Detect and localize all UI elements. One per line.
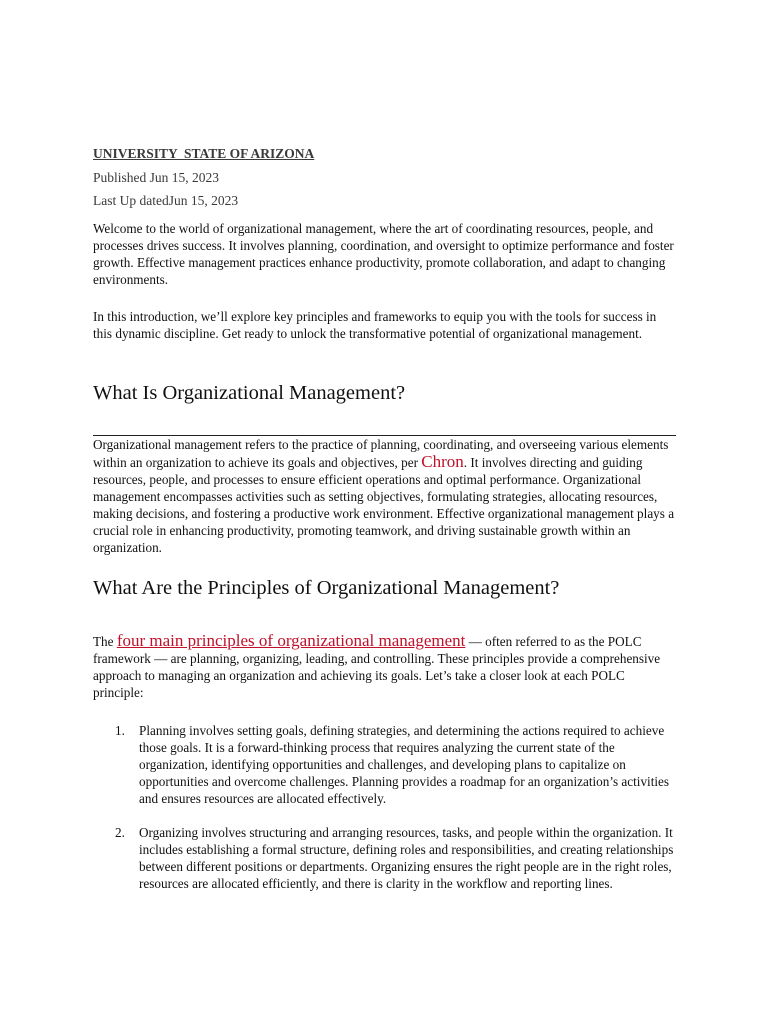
list-item-text: Organizing involves structuring and arranging resources, tasks, and people within the organization. It includes establishing a formal structure, defining roles and responsibilities, and creating relationships between different positions or departments. Organizing ensures the right people are in the right roles, resources are allocated efficiently, and there is clarity in the workflow and reporting lines. — [139, 825, 674, 891]
chron-link[interactable]: Chron — [421, 452, 464, 471]
published-date: Published Jun 15, 2023 — [93, 170, 220, 185]
section1-paragraph — [93, 436, 678, 556]
section1-text-after: . It involves directing and guiding resources, people, and processes to ensure efficient operations and optimal performance. Organizational management encompasses activities such as setting objectives, formulating strategies, allocating resources, making decisions, and fostering a productive work environment. Effective organizational management plays a crucial role in enhancing productivity, promoting teamwork, and driving sustainable growth within an organization. — [93, 455, 675, 555]
intro-paragraph-1: Welcome to the world of organizational management, where the art of coordinating resources, people, and processes drives success. It involves planning, coordination, and oversight to optimize performance and foster growth. Effective management practices enhance productivity, promote collaboration, and adapt to changing environments. — [93, 221, 674, 287]
section-heading-what-is: What Is Organizational Management? — [93, 382, 406, 404]
updated-date: Last Up datedJun 15, 2023 — [93, 193, 239, 208]
list-item-number: 1. — [115, 723, 125, 738]
section2-paragraph — [93, 632, 678, 701]
university-title: UNIVERSITY STATE OF ARIZONA — [93, 146, 315, 161]
list-item-text: Planning involves setting goals, defining strategies, and determining the actions required to achieve those goals. It is a forward-thinking process that requires analyzing the current state of the organization, identifying opportunities and challenges, and developing plans to capitalize on opportunities and overcome challenges. Planning provides a roadmap for an organization’s activities and ensures resources are allocated effectively. — [139, 723, 670, 806]
section1-text-before: Organizational management refers to the practice of planning, coordinating, and overseeing various elements within an organization to achieve its goals and objectives, per — [93, 437, 669, 470]
section-heading-principles: What Are the Principles of Organizational Management? — [93, 577, 560, 599]
list-item — [93, 824, 678, 892]
list-item — [93, 722, 678, 807]
intro-paragraph-2: In this introduction, we’ll explore key principles and frameworks to equip you with the tools for success in this dynamic discipline. Get ready to unlock the transformative potential of organizational management. — [93, 309, 657, 341]
principles-link[interactable]: four main principles of organizational management — [116, 631, 466, 650]
list-item-number: 2. — [115, 825, 125, 840]
section2-text-before: The — [93, 634, 117, 649]
section2-text-after: — often referred to as the POLC framework — are planning, organizing, leading, and controlling. These principles provide a comprehensive approach to managing an organization and achieving its goals. Let’s take a closer look at each POLC principle: — [93, 634, 661, 700]
polc-list — [93, 722, 678, 909]
